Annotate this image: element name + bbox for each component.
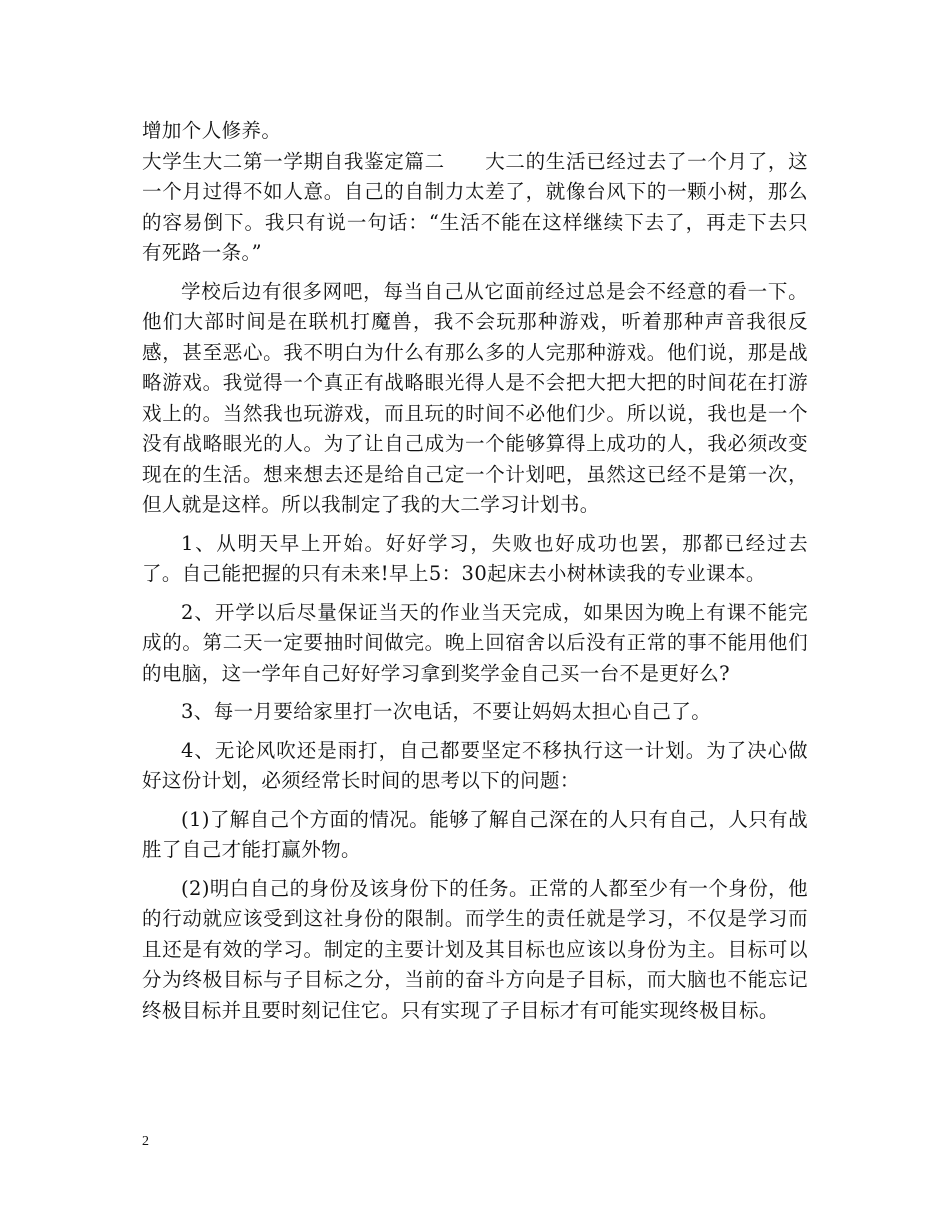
paragraph: 增加个人修养。 (142, 119, 282, 142)
page-number: 2 (142, 1134, 149, 1149)
body-text (142, 116, 808, 1026)
paragraph: 大学生大二第一学期自我鉴定篇二 大二的生活已经过去了一个月了，这一个月过得不如人意。自己的自制力太差了，就像台风下的一颗小树，那么的容易倒下。我只有说一句话：“生活不能在这样继续下去了，再走下去只有死路一条。” (142, 149, 808, 264)
paragraph: 学校后边有很多网吧，每当自己从它面前经过总是会不经意的看一下。他们大部时间是在联机打魔兽，我不会玩那种游戏，听着那种声音我很反感，甚至恶心。我不明白为什么有那么多的人完那种游戏。他们说，那是战略游戏。我觉得一个真正有战略眼光得人是不会把大把大把的时间花在打游戏上的。当然我也玩游戏，而且玩的时间不必他们少。所以说，我也是一个没有战略眼光的人。为了让自己成为一个能够算得上成功的人，我必须改变现在的生活。想来想去还是给自己定一个计划吧，虽然这已经不是第一次，但人就是这样。所以我制定了我的大二学习计划书。 (142, 279, 808, 516)
paragraph: (2)明白自己的身份及该身份下的任务。正常的人都至少有一个身份，他的行动就应该受到这社身份的限制。而学生的责任就是学习，不仅是学习而且还是有效的学习。制定的主要计划及其目标也应该以身份为主。目标可以分为终极目标与子目标之分，当前的奋斗方向是子目标，而大脑也不能忘记终极目标并且要时刻记住它。只有实现了子目标才有可能实现终极目标。 (142, 876, 808, 1022)
paragraph: 2、开学以后尽量保证当天的作业当天完成，如果因为晚上有课不能完成的。第二天一定要抽时间做完。晚上回宿舍以后没有正常的事不能用他们的电脑，这一学年自己好好学习拿到奖学金自己买一台不是更好么? (142, 600, 808, 685)
paragraph: (1)了解自己个方面的情况。能够了解自己深在的人只有自己，人只有战胜了自己才能打赢外物。 (142, 807, 808, 861)
paragraph: 4、无论风吹还是雨打，自己都要坚定不移执行这一计划。为了决心做好这份计划，必须经常长时间的思考以下的问题： (142, 738, 808, 792)
paragraph: 1、从明天早上开始。好好学习，失败也好成功也罢，那都已经过去了。自己能把握的只有未来!早上5：30起床去小树林读我的专业课本。 (142, 531, 808, 585)
paragraph: 3、每一月要给家里打一次电话，不要让妈妈太担心自己了。 (181, 700, 712, 723)
